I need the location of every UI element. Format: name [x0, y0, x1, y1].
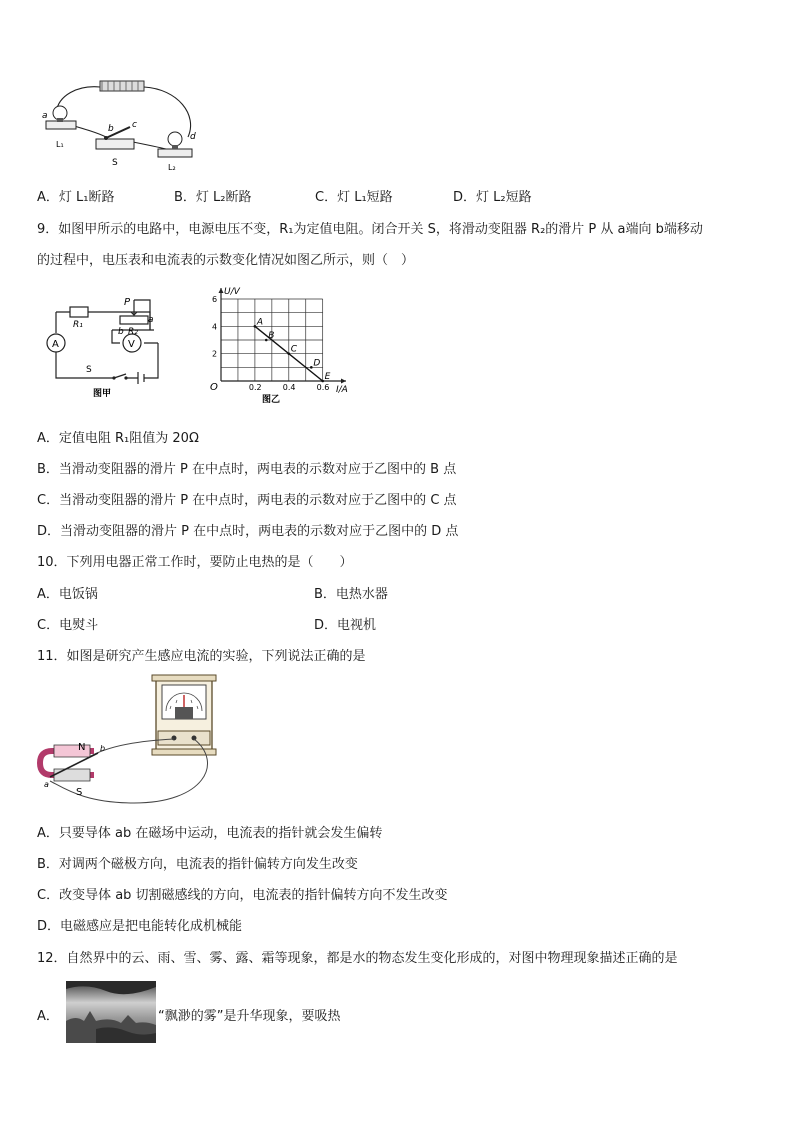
q11-stem: 11．如图是研究产生感应电流的实验，下列说法正确的是 [37, 649, 366, 664]
q12-fog-photo [66, 981, 156, 1043]
q9-label-S: S [86, 365, 92, 375]
q11-option-d[interactable]: D．电磁感应是把电能转化成机械能 [37, 919, 243, 934]
x-tick-label: 0.2 [248, 383, 262, 392]
point-label-A: A [256, 317, 264, 328]
q11-label-a: a [44, 780, 49, 789]
q9-graph-origin: O [210, 382, 218, 393]
y-tick-label: 2 [212, 349, 218, 359]
q11-option-b[interactable]: B．对调两个磁极方向，电流表的指针偏转方向发生改变 [37, 857, 358, 872]
q8-label-c: c [132, 120, 137, 130]
q11-label-b: b [100, 744, 106, 753]
point-label-C: C [290, 344, 298, 355]
point-label-D: D [313, 358, 321, 369]
q8-label-S: S [112, 158, 118, 168]
point-label-B: B [268, 331, 275, 341]
q9-fig-a-caption: 图甲 [93, 389, 112, 399]
q9-label-b: b [118, 327, 124, 337]
q8-label-d: d [190, 132, 196, 142]
y-tick-label: 4 [212, 322, 218, 332]
q8-circuit-figure [38, 75, 208, 175]
q9-fig-b-caption: 图乙 [262, 395, 281, 405]
q9-label-R2: R₂ [128, 327, 138, 337]
q9-option-b[interactable]: B．当滑动变阻器的滑片 P 在中点时，两电表的示数对应于乙图中的 B 点 [37, 462, 457, 477]
q10-option-b[interactable]: B．电热水器 [314, 587, 388, 602]
q9-option-c[interactable]: C．当滑动变阻器的滑片 P 在中点时，两电表的示数对应于乙图中的 C 点 [37, 493, 457, 508]
q8-label-a: a [42, 111, 48, 121]
q11-label-S: S [76, 787, 83, 798]
q11-induction-figure [34, 673, 224, 813]
q8-option-a[interactable]: A．灯 L₁断路 [37, 190, 115, 205]
q8-label-L1: L₁ [56, 140, 64, 149]
q9-label-P: P [124, 297, 131, 308]
q9-stem-line2: 的过程中，电压表和电流表的示数变化情况如图乙所示，则（ ） [37, 253, 415, 268]
q10-option-a[interactable]: A．电饭锅 [37, 587, 98, 602]
q10-stem: 10．下列用电器正常工作时，要防止电热的是（ ） [37, 555, 353, 570]
data-point-B [265, 339, 268, 342]
q8-option-c[interactable]: C．灯 L₁短路 [315, 190, 393, 205]
x-tick-label: 0.6 [316, 383, 330, 392]
q9-stem-line1: 9．如图甲所示的电路中，电源电压不变，R₁为定值电阻。闭合开关 S，将滑动变阻器 R₂的滑片 P 从 a端向 b端移动 [37, 222, 703, 237]
q9-ui-graph [200, 282, 360, 406]
data-point-C [287, 352, 290, 355]
q11-option-c[interactable]: C．改变导体 ab 切割磁感线的方向，电流表的指针偏转方向不发生改变 [37, 888, 448, 903]
q9-option-a[interactable]: A．定值电阻 R₁阻值为 20Ω [37, 431, 199, 446]
data-point-D [310, 366, 313, 369]
q12-stem: 12．自然界中的云、雨、雪、雾、露、霜等现象，都是水的物态发生变化形成的，对图中物理现象描述正确的是 [37, 951, 678, 966]
q8-option-d[interactable]: D．灯 L₂短路 [453, 190, 532, 205]
q10-option-c[interactable]: C．电熨斗 [37, 618, 99, 633]
q8-option-b[interactable]: B．灯 L₂断路 [174, 190, 252, 205]
q9-option-d[interactable]: D．当滑动变阻器的滑片 P 在中点时，两电表的示数对应于乙图中的 D 点 [37, 524, 459, 539]
q12-option-a-text[interactable]: “飘渺的雾”是升华现象，要吸热 [158, 1009, 341, 1024]
q11-label-N: N [78, 742, 86, 753]
q8-label-b: b [108, 124, 114, 134]
x-tick-label: 0.4 [282, 383, 296, 392]
data-point-A [254, 325, 257, 328]
point-label-E: E [324, 372, 331, 382]
q10-option-d[interactable]: D．电视机 [314, 618, 377, 633]
q12-option-a-letter[interactable]: A． [37, 1009, 59, 1024]
data-point-E [321, 380, 324, 383]
q9-graph-x-label: I/A [336, 385, 348, 395]
q9-label-a: a [148, 315, 154, 325]
q9-ammeter-label: A [52, 339, 59, 350]
q8-label-L2: L₂ [168, 163, 176, 172]
q11-option-a[interactable]: A．只要导体 ab 在磁场中运动，电流表的指针就会发生偏转 [37, 826, 383, 841]
y-tick-label: 6 [212, 295, 218, 304]
q9-label-R1: R₁ [73, 320, 83, 330]
q9-graph-y-label: U/V [224, 287, 240, 297]
q9-circuit-figure-a [40, 290, 172, 400]
q9-voltmeter-label: V [128, 339, 135, 350]
